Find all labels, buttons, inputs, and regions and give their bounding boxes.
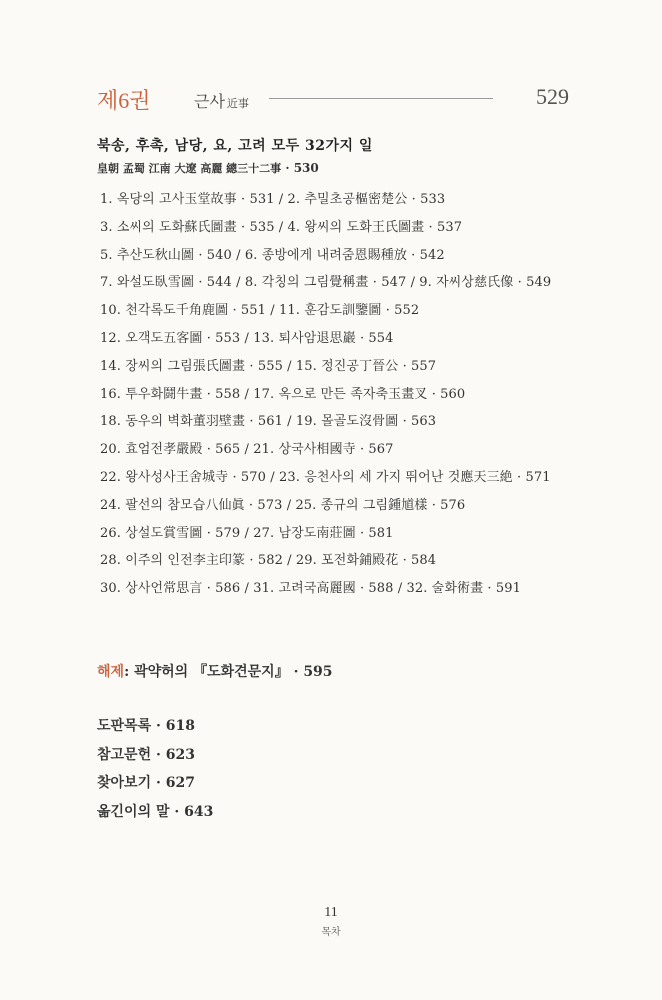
toc-entry-text: 22. 왕사성사王舍城寺 · 570 / 23. 응천사의 세 가지 뛰어난 것應天三絶 · 571 xyxy=(100,469,551,485)
toc-entry-text: 14. 장씨의 그림張氏圖畫 · 555 / 15. 정진공丁晉公 · 557 xyxy=(100,358,437,374)
section-title-korean: 근사 xyxy=(194,92,225,111)
toc-entry-text: 18. 동우의 벽화董羽壁畫 · 561 / 19. 몰골도沒骨圖 · 563 xyxy=(100,414,437,430)
backmatter-item: 찾아보기 · 627 xyxy=(97,775,195,791)
toc-entry-text: 30. 상사언常思言 · 586 / 31. 고려국高麗國 · 588 / 32. 술화術畫 · 591 xyxy=(100,581,522,597)
toc-entry xyxy=(100,269,597,297)
toc-entry-text: 5. 추산도秋山圖 · 540 / 6. 종방에게 내려줌恩賜種放 · 542 xyxy=(100,247,445,263)
backmatter-item: 도판목록 · 618 xyxy=(97,718,195,734)
toc-entry xyxy=(100,186,597,214)
toc-entry xyxy=(100,214,597,242)
toc-entry-text: 16. 투우화鬪牛畫 · 558 / 17. 옥으로 만든 족자축玉畫叉 · 560 xyxy=(100,386,466,402)
toc-entry-text: 10. 천각록도千角鹿圖 · 551 / 11. 훈감도訓鑒圖 · 552 xyxy=(100,303,420,319)
section-title xyxy=(194,89,249,112)
toc-entry xyxy=(100,520,597,548)
toc-entry-text: 26. 상설도賞雪圖 · 579 / 27. 남장도南莊圖 · 581 xyxy=(100,525,394,541)
chapter-section xyxy=(97,135,597,603)
toc-entries xyxy=(100,186,597,603)
toc-entry xyxy=(100,381,597,409)
chapter-title: 북송, 후촉, 남당, 요, 고려 모두 32가지 일 xyxy=(97,138,373,154)
toc-entry-text: 1. 옥당의 고사玉堂故事 · 531 / 2. 추밀초공樞密楚公 · 533 xyxy=(100,192,446,207)
chapter-subtitle-hanja: 皇朝 孟蜀 江南 大遼 高麗 總三十二事 xyxy=(97,162,282,175)
toc-entry-text: 28. 이주의 인전李主印篆 · 582 / 29. 포전화鋪殿花 · 584 xyxy=(100,553,437,569)
section-title-hanja: 近事 xyxy=(226,97,249,110)
section-page-number: 529 xyxy=(536,84,569,109)
toc-entry xyxy=(100,547,597,575)
appendix-text: : 곽약허의 『도화견문지』 · 595 xyxy=(124,664,333,680)
toc-entry xyxy=(100,436,597,464)
toc-entry xyxy=(100,408,597,436)
toc-entry-text: 12. 오객도五客圖 · 553 / 13. 퇴사암退思巖 · 554 xyxy=(100,330,394,346)
toc-entry-text: 20. 효엄전孝嚴殿 · 565 / 21. 상국사相國寺 · 567 xyxy=(100,442,394,458)
chapter-subtitle-page: · 530 xyxy=(285,161,319,175)
running-header xyxy=(97,84,569,118)
appendix-entry xyxy=(97,661,333,681)
toc-entry xyxy=(100,575,597,603)
backmatter-item: 옮긴이의 말 · 643 xyxy=(97,803,214,820)
toc-entry-text: 7. 와설도臥雪圖 · 544 / 8. 각칭의 그림覺稱畫 · 547 / 9. 자씨상慈氏像 · 549 xyxy=(100,275,552,291)
footer-label: 목차 xyxy=(321,927,341,938)
chapter-subtitle xyxy=(97,160,597,176)
backmatter-list xyxy=(97,712,213,826)
volume-label: 제6권 xyxy=(97,88,151,113)
backmatter-item: 참고문헌 · 623 xyxy=(97,746,195,763)
page-footer xyxy=(0,905,662,938)
toc-entry xyxy=(100,492,597,520)
toc-entry xyxy=(100,464,597,492)
footer-page-number: 11 xyxy=(324,905,338,920)
toc-entry xyxy=(100,353,597,381)
toc-entry xyxy=(100,242,597,270)
header-rule xyxy=(269,98,493,99)
toc-entry xyxy=(100,325,597,353)
toc-entry xyxy=(100,297,597,325)
appendix-label: 해제 xyxy=(97,664,125,680)
toc-entry-text: 24. 팔선의 참모습八仙眞 · 573 / 25. 종규의 그림鍾馗樣 · 576 xyxy=(100,497,466,513)
toc-entry-text: 3. 소씨의 도화蘇氏圖畫 · 535 / 4. 왕씨의 도화王氏圖畫 · 537 xyxy=(100,219,463,235)
